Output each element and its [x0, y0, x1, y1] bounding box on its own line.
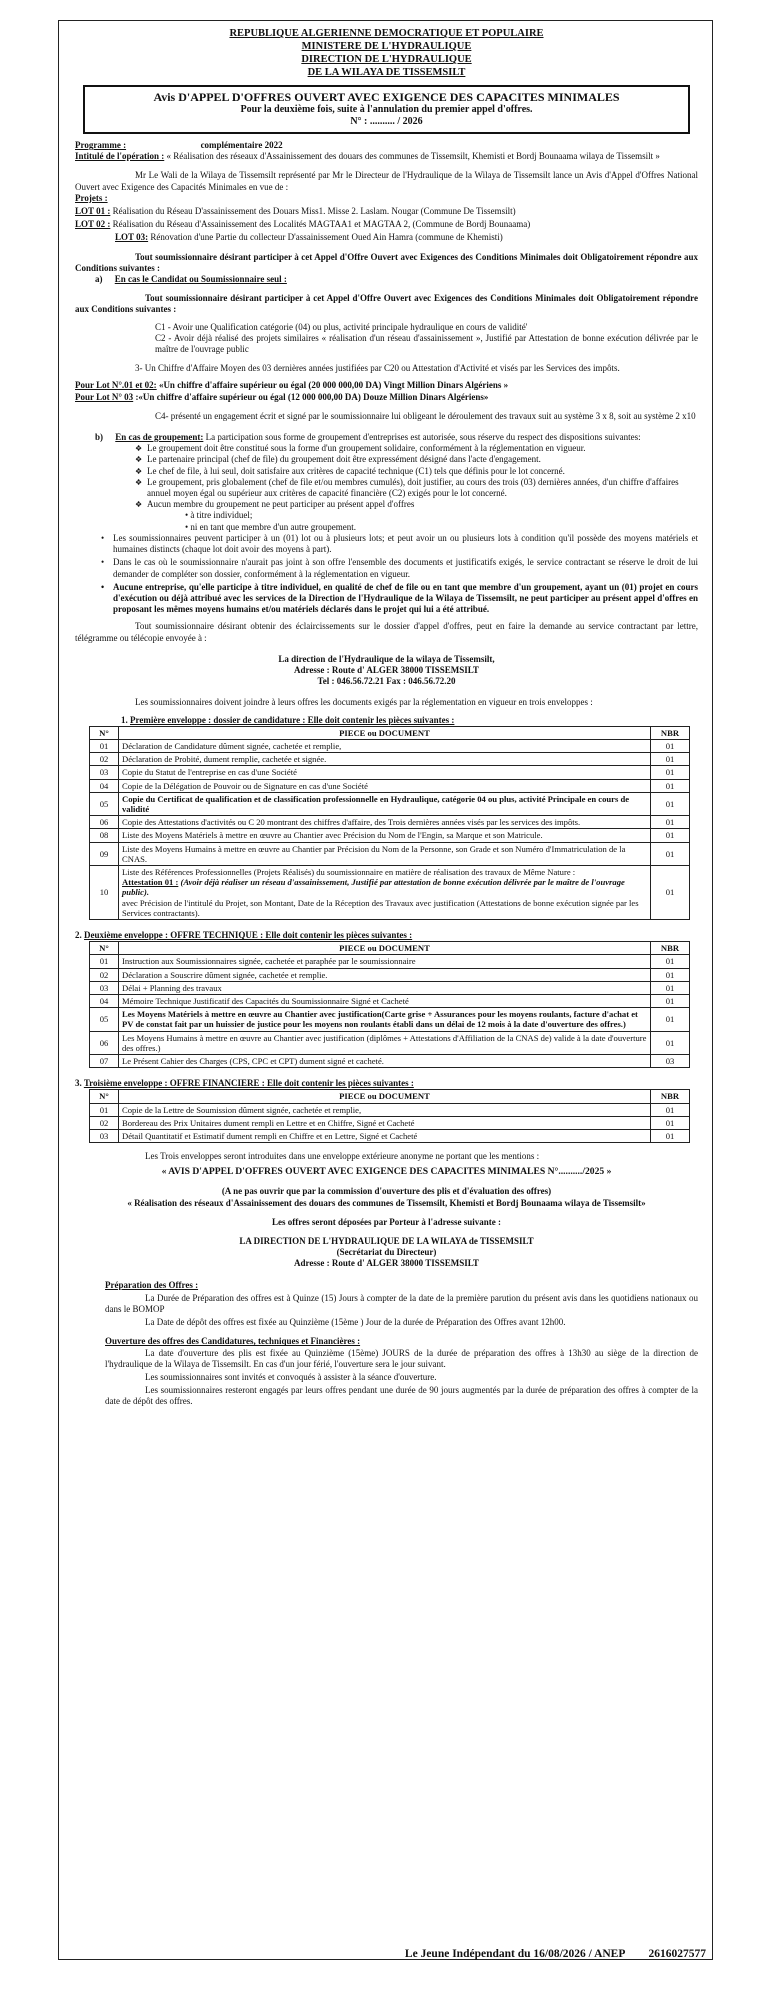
- table-row: 03 Copie du Statut de l'entreprise en cas d'une Société 01: [90, 766, 690, 779]
- env1-table-wrap: [89, 726, 690, 920]
- groupement-item: ❖ Le partenaire principal (chef de file) du groupement doit être expressément désigné dans l'acte d'engagement.: [135, 454, 698, 465]
- condition-c3: 3- Un Chiffre d'Affaire Moyen des 03 dernières années justifiées par C20 ou Attestation d'Activité et visés par les Services des impôts.: [135, 363, 620, 374]
- contact-direction: La direction de l'Hydraulique de la wilaya de Tissemsilt,: [278, 653, 495, 664]
- intitule-label: Intitulé de l'opération :: [75, 151, 165, 162]
- env2-title: 2. Deuxième enveloppe : OFFRE TECHNIQUE : Elle doit contenir les pièces suivantes :: [75, 929, 413, 940]
- section-b-heading: b) En cas de groupement: La participation sous forme de groupement d'entreprises est autorisée, sous réserve du respect des dispositions suivantes:: [95, 432, 641, 443]
- depot-line: Les offres seront déposées par Porteur à l'adresse suivante :: [272, 1216, 501, 1227]
- ouverture-label: Ouverture des offres des Candidatures, techniques et Financières :: [105, 1336, 361, 1347]
- table-row: 03 Détail Quantitatif et Estimatif dument rempli en Chiffre et en Lettre, Signé et Cacheté 01: [90, 1130, 690, 1143]
- env1-title: 1. Première enveloppe : dossier de candidature : Elle doit contenir les pièces suivantes :: [121, 714, 455, 725]
- preparation-deposit: La Date de dépôt des offres est fixée au Quinzième (15ème ) Jour de la durée de Préparation des Offres avant 12h00.: [145, 1317, 566, 1328]
- section-a-heading: a) En cas le Candidat ou Soumissionnaire seul :: [95, 274, 287, 285]
- table-row: 09 Liste des Moyens Humains à mettre en œuvre au Chantier par Précision du Nom de la Personne, son Grade et son Numéro d'Immatriculation de la CNAS. 01: [90, 842, 690, 865]
- envelope-warning: (A ne pas ouvrir que par la commission d'ouverture des plis et d'évaluation des offres): [221, 1186, 552, 1197]
- lot-3-turnover: Pour Lot N° 03 :«Un chiffre d'affaire supérieur ou égal (12 000 000,00 DA) Douze Million Dinars Algériens»: [75, 391, 489, 402]
- table-header-row: N° PIECE ou DOCUMENT NBR: [90, 726, 690, 739]
- rule-item: • Aucune entreprise, qu'elle participe à titre individuel, en qualité de chef de file ou en tant que membre d'un groupement, ayant un (01) projet en cours d'exécution ou déjà attribué avec les services de la Direction de l'Hydraulique de la Wilaya de Tissemsilt, ne peut participer au présent appel d'offres en proposant les mêmes moyens humains et/ou matériels déclarés dans le projet qui lui a été attribué.: [101, 582, 698, 616]
- projets-label: Projets :: [75, 192, 108, 203]
- depot-address-block: [75, 1236, 698, 1270]
- table-row: 07 Le Présent Cahier des Charges (CPS, CPC et CPT) dument signé et cacheté. 03: [90, 1055, 690, 1068]
- table-row: 01 Copie de la Lettre de Soumission dûment signée, cachetée et remplie, 01: [90, 1103, 690, 1116]
- depot-address: Adresse : Route d' ALGER 38000 TISSEMSILT: [294, 1258, 479, 1269]
- groupement-list: [75, 443, 698, 510]
- groupement-item: ❖ Le groupement, pris globalement (chef de file et/ou membres cumulés), doit justifier, au cours des trois (03) dernières années, d'un chiffre d'affaires annuel moyen égal ou supérieur aux critères de capacité financière (C2) exigés pour le lot concerné.: [135, 477, 698, 499]
- table-row: 02 Bordereau des Prix Unitaires dument rempli en Lettre et en Chiffre, Signé et Cacheté 01: [90, 1116, 690, 1129]
- contact-block: [75, 654, 698, 688]
- lot-01: LOT 01 : Réalisation du Réseau D'assainissement des Douars Miss1. Misse 2. Laslam. Nougar (Commune De Tissemsilt): [75, 206, 516, 217]
- table-row: 05 Les Moyens Matériels à mettre en œuvre au Chantier avec justification(Carte grise + Assurances pour les moyens roulants, facture d'achat et PV de constat fait par un huissier de justice pour les moyens non roulants établi dans un délai de 12 mois à la date d'ouverture des offres.) 01: [90, 1008, 690, 1031]
- envelope-operation: « Réalisation des réseaux d'Assainissement des douars des communes de Tissemsilt, Khemisti et Bordj Bounaama wilaya de Tissemsilt»: [127, 1197, 646, 1208]
- table-row: 04 Copie de la Délégation de Pouvoir ou de Signature en cas d'une Société 01: [90, 779, 690, 792]
- lot-03: LOT 03: Rénovation d'une Partie du collecteur D'assainissement Oued Ain Hamra (commune de Khemisti): [115, 232, 503, 243]
- section-a-intro: Tout soumissionnaire désirant participer à cet Appel d'Offre Ouvert avec Exigences des Conditions Minimales doit Obligatoirement répondre aux Conditions suivantes :: [75, 293, 698, 315]
- enveloppes-intro: Les soumissionnaires doivent joindre à leurs offres les documents exigés par la réglementation en vigueur en trois enveloppes :: [135, 697, 593, 708]
- table-row: 02 Déclaration de Probité, dument remplie, cachetée et signée. 01: [90, 753, 690, 766]
- table-row: 01 Déclaration de Candidature dûment signée, cachetée et remplie, 01: [90, 739, 690, 752]
- rule-item: • Les soumissionnaires peuvent participer à un (01) lot ou à plusieurs lots; et peut avoir un ou plusieurs lots à condition qu'il possède des moyens matériels et humaines distincts (chaque lot doit avoir des moyens à part).: [101, 533, 698, 555]
- header-ministry: MINISTERE DE L'HYDRAULIQUE: [301, 41, 472, 52]
- avis-number: N° : .......... / 2026: [350, 116, 423, 127]
- groupement-item: ❖ Le chef de file, à lui seul, doit satisfaire aux critères de capacité technique (C1) tels que définis pour le lot concerné.: [135, 466, 698, 477]
- ouverture-validity: Les soumissionnaires resteront engagés par leurs offres pendant une durée de 90 jours augmentés par la durée de préparation des offres à compter de la date de dépôt des offres.: [105, 1385, 698, 1407]
- table-row: 04 Mémoire Technique Justificatif des Capacités du Soumissionnaire Signé et Cacheté 01: [90, 995, 690, 1008]
- depot-direction: LA DIRECTION DE L'HYDRAULIQUE DE LA WILAYA de TISSEMSILT: [239, 1236, 534, 1247]
- publication-footer: [59, 1947, 712, 1961]
- table-row: 01 Instruction aux Soumissionnaires signée, cachetée et paraphée par le soumissionnaire 01: [90, 955, 690, 968]
- groupement-subitem: • à titre individuel;: [185, 510, 698, 521]
- intitule-line: [75, 151, 698, 162]
- env3-table-wrap: [89, 1089, 690, 1143]
- preparation-duration: La Durée de Préparation des offres est à Quinze (15) Jours à compter de la date de la première parution du présent avis dans les quotidiens nationaux ou dans le BOMOP: [105, 1292, 698, 1315]
- header-republic: REPUBLIQUE ALGERIENNE DEMOCRATIQUE ET POPULAIRE: [229, 28, 544, 39]
- rules-list: [75, 533, 698, 615]
- env3-title: 3. Troisième enveloppe : OFFRE FINANCIERE : Elle doit contenir les pièces suivantes :: [75, 1078, 414, 1089]
- groupement-sublist: [75, 510, 698, 532]
- rule-item: • Dans le cas où le soumissionnaire n'aurait pas joint à son offre l'ensemble des documents et justificatifs exigés, le service contractant se réserve le droit de lui demander de compléter son dossier, conformément à la réglementation en vigueur.: [101, 557, 698, 579]
- table-row: 05 Copie du Certificat de qualification et de classification professionnelle en Hydraulique, catégorie 04 ou plus, activité Principale en cours de validité 01: [90, 792, 690, 815]
- env1-table: [89, 726, 690, 920]
- condition-c1: C1 - Avoir une Qualification catégorie (04) ou plus, activité principale hydraulique en cours de validité': [155, 321, 528, 332]
- programme-label: Programme :: [75, 140, 127, 150]
- condition-c4: C4- présenté un engagement écrit et signé par le soumissionnaire lui obligeant le déroulement des travaux suit au système 3 x 8, soit au système 2 x10: [155, 410, 696, 421]
- notice-page: [58, 20, 713, 1960]
- env2-table-wrap: [89, 941, 690, 1068]
- ouverture-date: La date d'ouverture des plis est fixée au Quinzième (15ème) JOURS de la durée de préparation des offres à 13h30 au siège de la direction de l'hydraulique de la Wilaya de Tissemsilt. En cas d'un jour férié, l'ouverture sera le jour suivant.: [105, 1347, 698, 1369]
- header-wilaya: DE LA WILAYA DE TISSEMSILT: [307, 67, 466, 78]
- programme-line: [75, 140, 698, 151]
- table-row: 03 Délai + Planning des travaux 01: [90, 981, 690, 994]
- avis-title: Avis D'APPEL D'OFFRES OUVERT AVEC EXIGENCE DES CAPACITES MINIMALES: [153, 90, 620, 104]
- ouverture-invitation: Les soumissionnaires sont invités et convoqués à assister à la séance d'ouverture.: [145, 1372, 437, 1383]
- programme-value: complémentaire 2022: [200, 140, 283, 150]
- table-row: 02 Déclaration a Souscrire dûment signée, cachetée et remplie. 01: [90, 968, 690, 981]
- retrait-paragraph: Tout soumissionnaire désirant obtenir des éclaircissements sur le dossier d'appel d'offres, peut en faire la demande au service contractant par lettre, télégramme ou télécopie envoyée à :: [75, 621, 698, 643]
- header-direction: DIRECTION DE L'HYDRAULIQUE: [301, 54, 472, 65]
- groupement-item: ❖ Aucun membre du groupement ne peut participer au présent appel d'offres: [135, 499, 698, 510]
- contact-address: Adresse : Route d' ALGER 38000 TISSEMSILT: [294, 664, 479, 675]
- contact-phone: Tel : 046.56.72.21 Fax : 046.56.72.20: [317, 676, 456, 687]
- table-row: 06 Les Moyens Humains à mettre en œuvre au Chantier avec justification (diplômes + Attestations d'Affiliation de la CNAS de) valide à la date d'ouverture des offres.) 01: [90, 1031, 690, 1054]
- conditions-intro: Tout soumissionnaire désirant participer à cet Appel d'Offre Ouvert avec Exigences des Conditions Minimales doit Obligatoirement répondre aux Conditions suivantes :: [75, 251, 698, 273]
- closing-paragraph: Les Trois enveloppes seront introduites dans une enveloppe extérieure anonyme ne portant que les mentions :: [145, 1151, 540, 1162]
- avis-subtitle: Pour la deuxième fois, suite à l'annulation du premier appel d'offres.: [240, 104, 533, 115]
- table-row: 08 Liste des Moyens Matériels à mettre en œuvre au Chantier avec Précision du Nom de l'Engin, sa Marque et son Matricule. 01: [90, 829, 690, 842]
- intitule-value: « Réalisation des réseaux d'Assainissement des douars des communes de Tissemsilt, Khemisti et Bordj Bounaama wilaya de Tissemsilt »: [166, 151, 660, 162]
- table-header-row: N° PIECE ou DOCUMENT NBR: [90, 942, 690, 955]
- condition-c2: C2 - Avoir déjà réalisé des projets similaires « réalisation d'un réseau d'assainissement », Justifié par Attestation de bonne exécution délivrée par le maître de l'ouvrage public: [155, 332, 698, 355]
- publication-ref: 2616027577: [648, 1948, 706, 1960]
- groupement-subitem: • ni en tant que membre d'un autre groupement.: [185, 522, 698, 533]
- envelope-mention: « AVIS D'APPEL D'OFFRES OUVERT AVEC EXIGENCE DES CAPACITES MINIMALES N°........../2025 »: [161, 1166, 612, 1178]
- groupement-item: ❖ Le groupement doit être constitué sous la forme d'un groupement solidaire, conformément à la réglementation en vigueur.: [135, 443, 698, 454]
- env3-table: [89, 1089, 690, 1143]
- avis-title-box: [83, 85, 690, 134]
- table-header-row: N° PIECE ou DOCUMENT NBR: [90, 1090, 690, 1103]
- preparation-label: Préparation des Offres :: [105, 1279, 199, 1290]
- table-row: 06 Copie des Attestations d'activités ou C 20 montrant des chiffres d'affaire, des Trois dernières années visés par les services des impôts. 01: [90, 816, 690, 829]
- publication-name: Le Jeune Indépendant du 16/08/2026 / ANEP: [404, 1948, 625, 1960]
- env2-table: [89, 941, 690, 1068]
- intro-paragraph: Mr Le Wali de la Wilaya de Tissemsilt représenté par Mr le Directeur de l'Hydraulique de la Wilaya de Tissemsilt lance un Avis d'Appel d'Offres National Ouvert avec Exigence des Capacités Minimales en vue de :: [75, 170, 698, 192]
- lot-02: LOT 02 : Réalisation du Réseau d'Assainissement des Localités MAGTAA1 et MAGTAA 2, (Commune de Bordj Bounaama): [75, 219, 531, 230]
- depot-secretariat: (Secrétariat du Directeur): [336, 1247, 437, 1258]
- references-cell: Liste des Références Professionnelles (Projets Réalisés) du soumissionnaire en matière de réalisation des travaux de Même Nature : Attestation 01 : (Avoir déjà réaliser un réseau d'assainissement, Justifié par attestation de bonne exécution délivrée par le maître de l'ouvrage public). avec Précision de l'intitulé du Projet, son Montant, Date de la Réception des Travaux avec justification (Attestations de bonne exécution signée par les Services contractants).: [119, 865, 651, 919]
- table-row: 10 Liste des Références Professionnelles (Projets Réalisés) du soumissionnaire en matière de réalisation des travaux de Même Nature : Attestation 01 : (Avoir déjà réaliser un réseau d'assainissement, Justifié par attestation de bonne exécution délivrée par le maître de l'ouvrage public). avec Précision de l'intitulé du Projet, son Montant, Date de la Réception des Travaux avec justification (Attestations de bonne exécution signée par les Services contractants). 01: [90, 865, 690, 919]
- lot-12-turnover: Pour Lot N°.01 et 02: «Un chiffre d'affaire supérieur ou égal (20 000 000,00 DA) Vingt Million Dinars Algériens »: [75, 380, 509, 391]
